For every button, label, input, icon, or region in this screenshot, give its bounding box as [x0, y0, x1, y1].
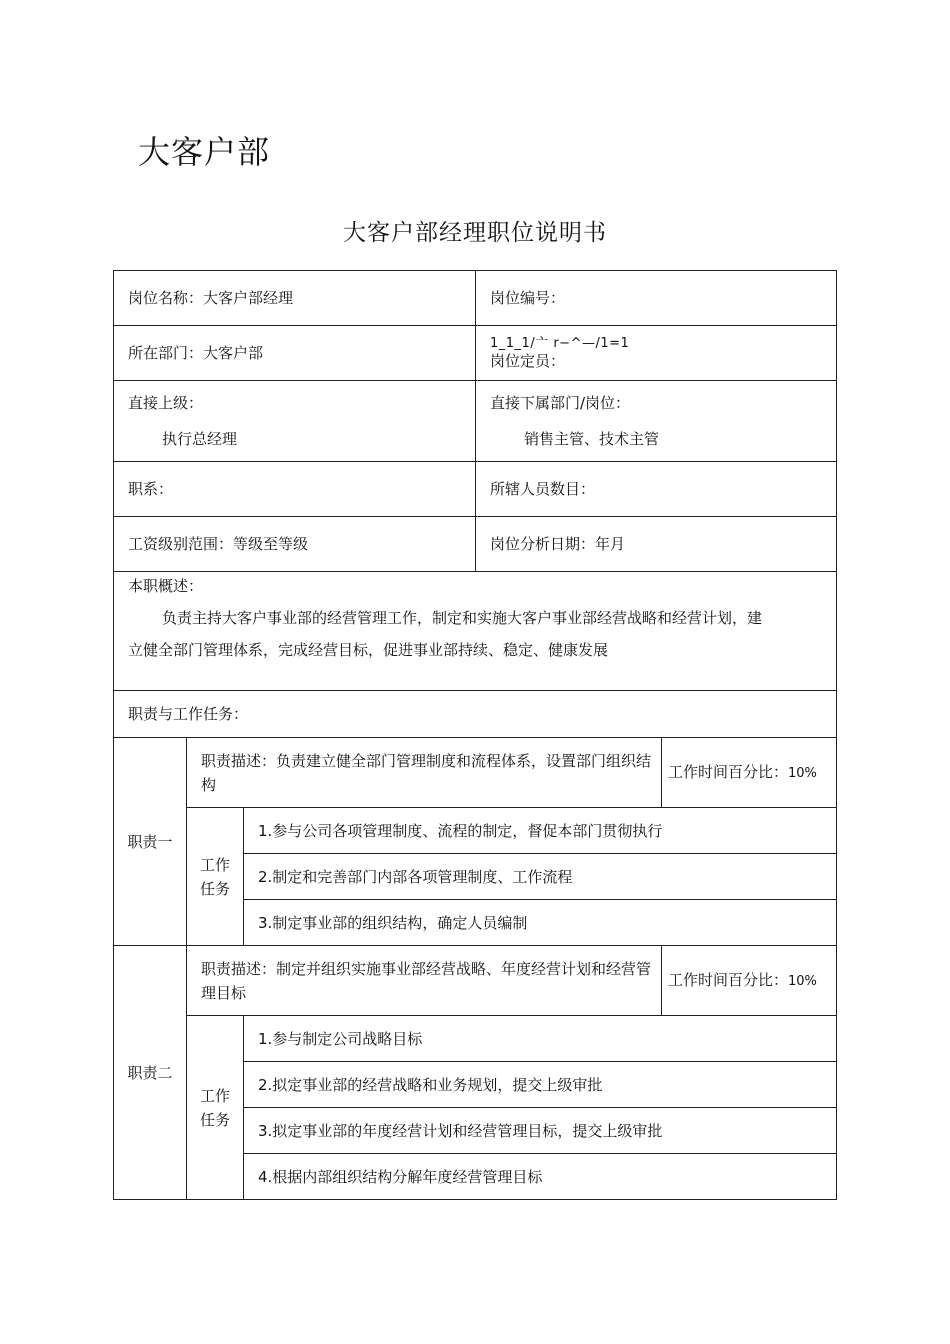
- duty-2-time-pct: 10%: [788, 973, 817, 989]
- summary-line-2: 立健全部门管理体系，完成经营目标，促进事业部持续、稳定、健康发展: [128, 641, 609, 659]
- position-no-cell: 岗位编号：: [476, 271, 837, 326]
- duty-2-time: [662, 946, 837, 1016]
- table-row: [114, 946, 837, 1016]
- document-title: 大客户部经理职位说明书: [343, 220, 607, 246]
- task-label-line-1: 工作: [199, 855, 230, 874]
- page-heading: 大客户部: [138, 133, 271, 171]
- summary-label: 本职概述：: [128, 577, 204, 595]
- duty-1-name: 职责一: [114, 738, 187, 946]
- staff-count-cell: 所辖人员数目：: [476, 462, 837, 517]
- duty-2-task-label: [187, 1016, 244, 1200]
- subordinate-cell: [476, 381, 837, 462]
- table-row: [114, 1016, 837, 1062]
- table-row: [114, 462, 837, 517]
- subordinate-value: 销售主管、技术主管: [524, 430, 660, 448]
- duty-2-task-2: 2.拟定事业部的经营战略和业务规划，提交上级审批: [244, 1062, 837, 1108]
- task-label-line-2: 任务: [199, 879, 230, 898]
- duty-1-task-1: 1.参与公司各项管理制度、流程的制定，督促本部门贯彻执行: [244, 808, 837, 854]
- task-label-line-1: 工作: [199, 1086, 230, 1105]
- superior-cell: [114, 381, 476, 462]
- headcount-cell: [476, 326, 837, 381]
- duty-2-task-1: 1.参与制定公司战略目标: [244, 1016, 837, 1062]
- summary-cell: [114, 572, 837, 691]
- position-name-cell: 岗位名称：大客户部经理: [114, 271, 476, 326]
- department-cell: 所在部门：大客户部: [114, 326, 476, 381]
- table-row: [114, 326, 837, 381]
- task-label-line-2: 任务: [199, 1110, 230, 1129]
- duty-2-name: 职责二: [114, 946, 187, 1200]
- table-row: [114, 691, 837, 738]
- duty-2-time-label: 工作时间百分比：: [668, 970, 789, 989]
- summary-line-1: 负责主持大客户事业部的经营管理工作，制定和实施大客户事业部经营战略和经营计划，建: [162, 609, 763, 627]
- duty-1-task-3: 3.制定事业部的组织结构，确定人员编制: [244, 900, 837, 946]
- job-family-cell: 职系：: [114, 462, 476, 517]
- duty-2-task-3: 3.拟定事业部的年度经营计划和经营管理目标，提交上级审批: [244, 1108, 837, 1154]
- table-row: [114, 381, 837, 462]
- table-row: [114, 572, 837, 691]
- duty-1-time-label: 工作时间百分比：: [668, 762, 789, 781]
- table-row: [114, 738, 837, 808]
- duty-1-task-2: 2.制定和完善部门内部各项管理制度、工作流程: [244, 854, 837, 900]
- table-row: [114, 808, 837, 854]
- duty-2-description: 职责描述：制定并组织实施事业部经营战略、年度经营计划和经营管理目标: [187, 946, 662, 1016]
- salary-range-cell: 工资级别范围：等级至等级: [114, 517, 476, 572]
- headcount-label: 岗位定员：: [490, 352, 566, 370]
- duties-label-cell: 职责与工作任务：: [114, 691, 837, 738]
- duty-1-description: 职责描述：负责建立健全部门管理制度和流程体系，设置部门组织结构: [187, 738, 662, 808]
- table-row: [114, 271, 837, 326]
- headcount-code: 1_1_1/亠 r−^—/1=1: [490, 336, 630, 351]
- analysis-date-cell: 岗位分析日期：年月: [476, 517, 837, 572]
- duty-1-task-label: [187, 808, 244, 946]
- duty-1-time: [662, 738, 837, 808]
- table-row: [114, 517, 837, 572]
- job-description-table: [113, 270, 837, 1200]
- superior-label: 直接上级：: [128, 394, 204, 412]
- duty-2-task-4: 4.根据内部组织结构分解年度经营管理目标: [244, 1154, 837, 1200]
- duty-1-time-pct: 10%: [788, 765, 817, 781]
- subordinate-label: 直接下属部门/岗位：: [490, 394, 631, 412]
- superior-value: 执行总经理: [162, 430, 238, 448]
